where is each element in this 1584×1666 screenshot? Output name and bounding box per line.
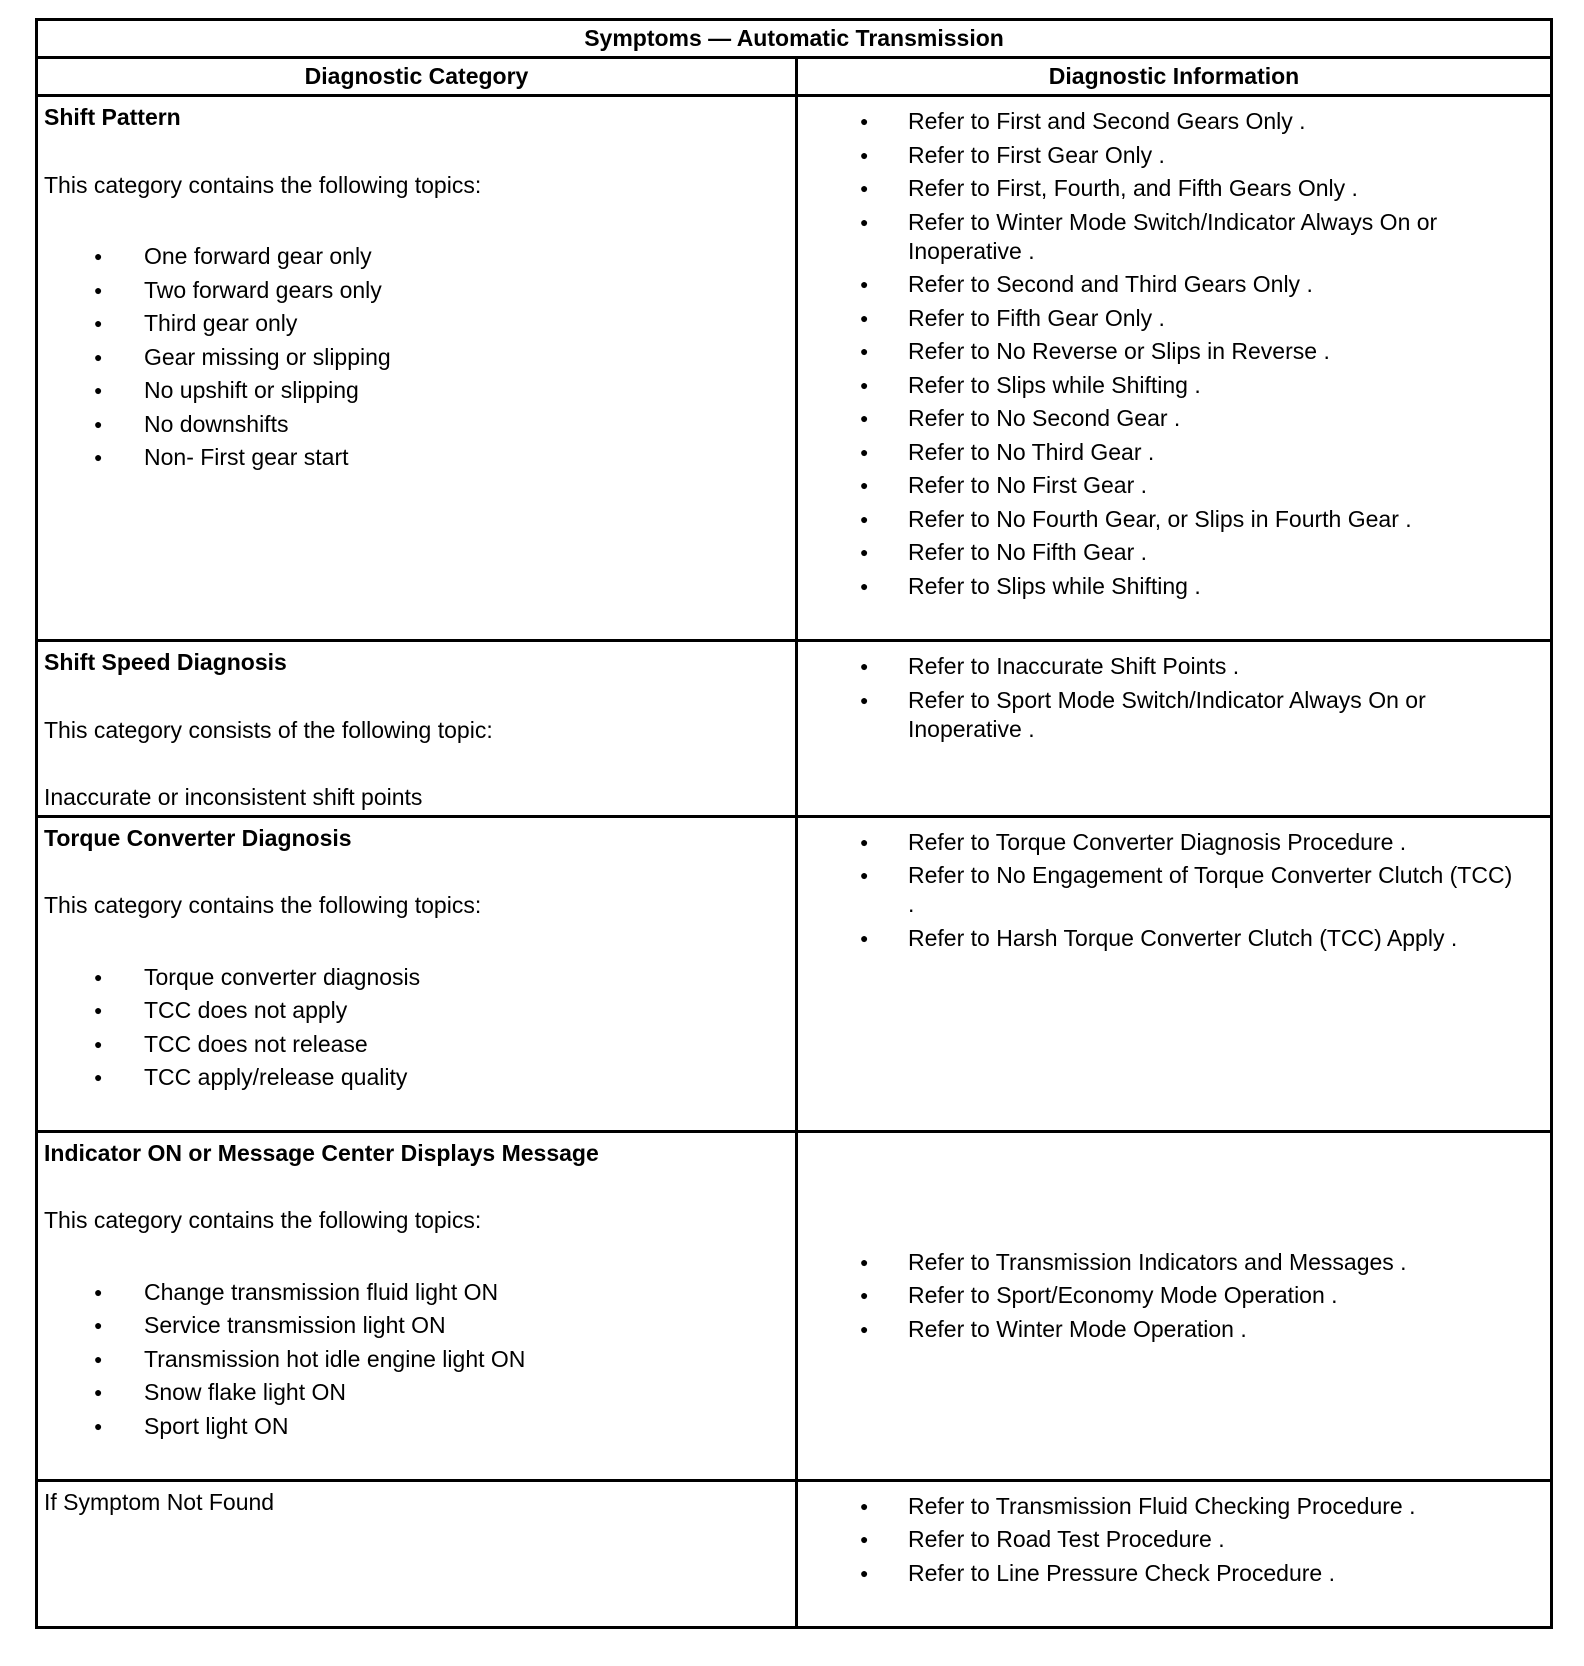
category-cell [37,96,797,641]
category-intro: This category contains the following topics: [44,171,482,198]
category-cell [37,641,797,817]
reference-link[interactable]: ● Refer to Winter Mode Operation . [804,1315,1544,1344]
category-name: Shift Pattern [44,104,181,130]
title-row [37,20,1552,58]
list-item: ● Sport light ON [44,1410,789,1444]
list-item: ● Snow flake light ON [44,1376,789,1410]
table-row [37,641,1552,817]
table-row [37,1480,1552,1627]
category-name: Indicator ON or Message Center Displays Message [44,1139,599,1166]
list-item: ● Gear missing or slipping [44,341,789,375]
reference-link[interactable]: ● Refer to Torque Converter Diagnosis Procedure . [804,828,1544,857]
reference-link[interactable]: ● Refer to No Engagement of Torque Converter Clutch (TCC) . [804,861,1544,919]
reference-list [804,828,1544,953]
reference-list [804,652,1544,744]
list-item: ● Transmission hot idle engine light ON [44,1343,789,1377]
reference-list [804,107,1544,601]
category-intro: This category contains the following topics: [44,1207,482,1233]
information-cell [797,1480,1552,1627]
reference-link[interactable]: ● Refer to Winter Mode Switch/Indicator Always On or Inoperative . [804,208,1544,266]
reference-link[interactable]: ● Refer to Fifth Gear Only . [804,304,1544,333]
information-cell [797,641,1552,817]
header-diagnostic-information: Diagnostic Information [797,58,1552,96]
category-cell [37,816,797,1131]
reference-link[interactable]: ● Refer to Transmission Indicators and Messages . [804,1248,1544,1277]
information-cell [797,1131,1552,1480]
category-topic-text: Inaccurate or inconsistent shift points [44,784,423,810]
topic-list [44,961,789,1095]
list-item: ● TCC does not release [44,1028,789,1062]
reference-link[interactable]: ● Refer to No Second Gear . [804,404,1544,433]
table-title: Symptoms — Automatic Transmission [37,20,1552,58]
header-diagnostic-category: Diagnostic Category [37,58,797,96]
list-item: ● One forward gear only [44,240,789,274]
reference-link[interactable]: ● Refer to Sport Mode Switch/Indicator Always On or Inoperative . [804,686,1544,744]
topic-list [44,1276,789,1444]
header-row [37,58,1552,96]
list-item: ● Two forward gears only [44,274,789,308]
reference-link[interactable]: ● Refer to Line Pressure Check Procedure . [804,1559,1544,1588]
symptoms-document [35,18,1550,1629]
category-name: Shift Speed Diagnosis [44,649,287,675]
list-item: ● Third gear only [44,307,789,341]
category-name: Torque Converter Diagnosis [44,824,352,851]
reference-link[interactable]: ● Refer to Second and Third Gears Only . [804,270,1544,299]
reference-link[interactable]: ● Refer to No Fifth Gear . [804,538,1544,567]
reference-link[interactable]: ● Refer to Sport/Economy Mode Operation . [804,1281,1544,1310]
list-item: ● No upshift or slipping [44,374,789,408]
reference-link[interactable]: ● Refer to Harsh Torque Converter Clutch (TCC) Apply . [804,924,1544,953]
category-cell [37,1131,797,1480]
table-row [37,816,1552,1131]
topic-list [44,240,789,475]
reference-link[interactable]: ● Refer to Road Test Procedure . [804,1525,1544,1554]
information-cell [797,816,1552,1131]
list-item: ● Service transmission light ON [44,1309,789,1343]
reference-link[interactable]: ● Refer to No Fourth Gear, or Slips in Fourth Gear . [804,505,1544,534]
reference-list [804,1492,1544,1588]
reference-link[interactable]: ● Refer to First Gear Only . [804,141,1544,170]
category-name: If Symptom Not Found [44,1488,275,1515]
table-row [37,96,1552,641]
list-item: ● No downshifts [44,408,789,442]
information-cell [797,96,1552,641]
reference-link[interactable]: ● Refer to First and Second Gears Only . [804,107,1544,136]
list-item: ● Torque converter diagnosis [44,961,789,995]
reference-list [804,1248,1544,1344]
reference-link[interactable]: ● Refer to Inaccurate Shift Points . [804,652,1544,681]
category-intro: This category consists of the following topic: [44,716,493,743]
reference-link[interactable]: ● Refer to No First Gear . [804,471,1544,500]
category-cell [37,1480,797,1627]
list-item: ● TCC apply/release quality [44,1061,789,1095]
list-item: ● TCC does not apply [44,994,789,1028]
symptoms-table [35,18,1553,1629]
reference-link[interactable]: ● Refer to Slips while Shifting . [804,572,1544,601]
list-item: ● Non- First gear start [44,441,789,475]
table-row [37,1131,1552,1480]
reference-link[interactable]: ● Refer to First, Fourth, and Fifth Gears Only . [804,174,1544,203]
reference-link[interactable]: ● Refer to No Third Gear . [804,438,1544,467]
list-item: ● Change transmission fluid light ON [44,1276,789,1310]
reference-link[interactable]: ● Refer to Slips while Shifting . [804,371,1544,400]
reference-link[interactable]: ● Refer to Transmission Fluid Checking Procedure . [804,1492,1544,1521]
reference-link[interactable]: ● Refer to No Reverse or Slips in Reverse . [804,337,1544,366]
category-intro: This category contains the following topics: [44,892,482,918]
